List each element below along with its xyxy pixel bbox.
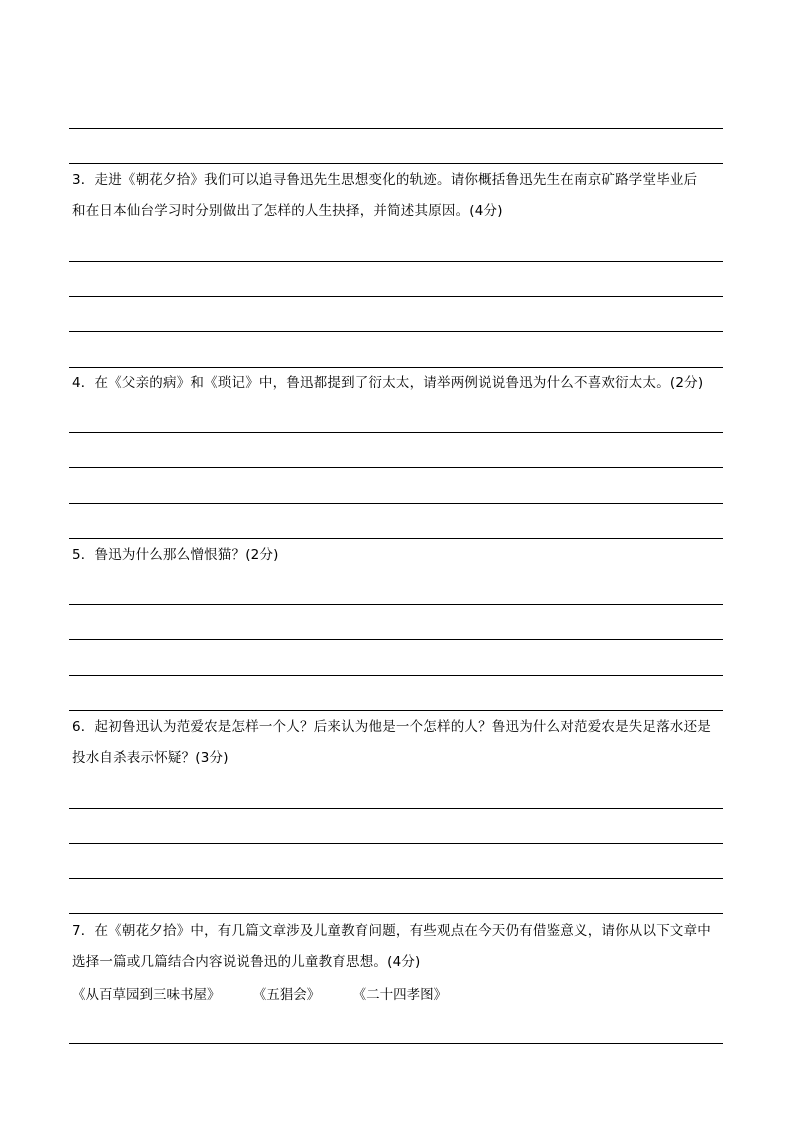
answer-line[interactable] [69,639,723,640]
answer-line[interactable] [69,604,723,605]
question-7-line-2: 选择一篇或几篇结合内容说说鲁迅的儿童教育思想。(4分) [72,954,421,970]
article-title: 《五猖会》 [252,987,321,1003]
article-title-list [72,983,447,1007]
question-3-line-1: 3．走进《朝花夕拾》我们可以追寻鲁迅先生思想变化的轨迹。请你概括鲁迅先生在南京矿路学堂毕业后 [72,172,698,188]
question-4 [72,368,732,399]
answer-line[interactable] [69,808,723,809]
question-7-line-1: 7．在《朝花夕拾》中，有几篇文章涉及儿童教育问题，有些观点在今天仍有借鉴意义，请你从以下文章中 [72,923,711,939]
question-6-line-1: 6．起初鲁迅认为范爱农是怎样一个人？后来认为他是一个怎样的人？鲁迅为什么对范爱农是失足落水还是 [72,719,711,735]
question-7 [72,916,732,978]
answer-line[interactable] [69,710,723,711]
answer-line[interactable] [69,878,723,879]
question-3 [72,165,732,227]
question-5 [72,540,732,571]
article-title: 《从百草园到三味书屋》 [72,987,221,1003]
question-4-line-1: 4．在《父亲的病》和《琐记》中，鲁迅都提到了衍太太，请举两例说说鲁迅为什么不喜欢衍太太。(2分) [72,375,704,391]
question-3-line-2: 和在日本仙台学习时分别做出了怎样的人生抉择，并简述其原因。(4分) [72,203,503,219]
answer-line[interactable] [69,1043,723,1044]
question-6-line-2: 投水自杀表示怀疑？(3分) [72,750,229,766]
question-5-line-1: 5．鲁迅为什么那么憎恨猫？(2分) [72,547,279,563]
answer-line[interactable] [69,296,723,297]
answer-line[interactable] [69,467,723,468]
answer-line[interactable] [69,913,723,914]
answer-line[interactable] [69,843,723,844]
answer-line[interactable] [69,675,723,676]
question-6 [72,712,732,774]
answer-line[interactable] [69,538,723,539]
answer-line[interactable] [69,503,723,504]
answer-line[interactable] [69,261,723,262]
answer-line[interactable] [69,163,723,164]
answer-line[interactable] [69,128,723,129]
article-title: 《二十四孝图》 [352,987,448,1003]
answer-line[interactable] [69,432,723,433]
answer-line[interactable] [69,331,723,332]
